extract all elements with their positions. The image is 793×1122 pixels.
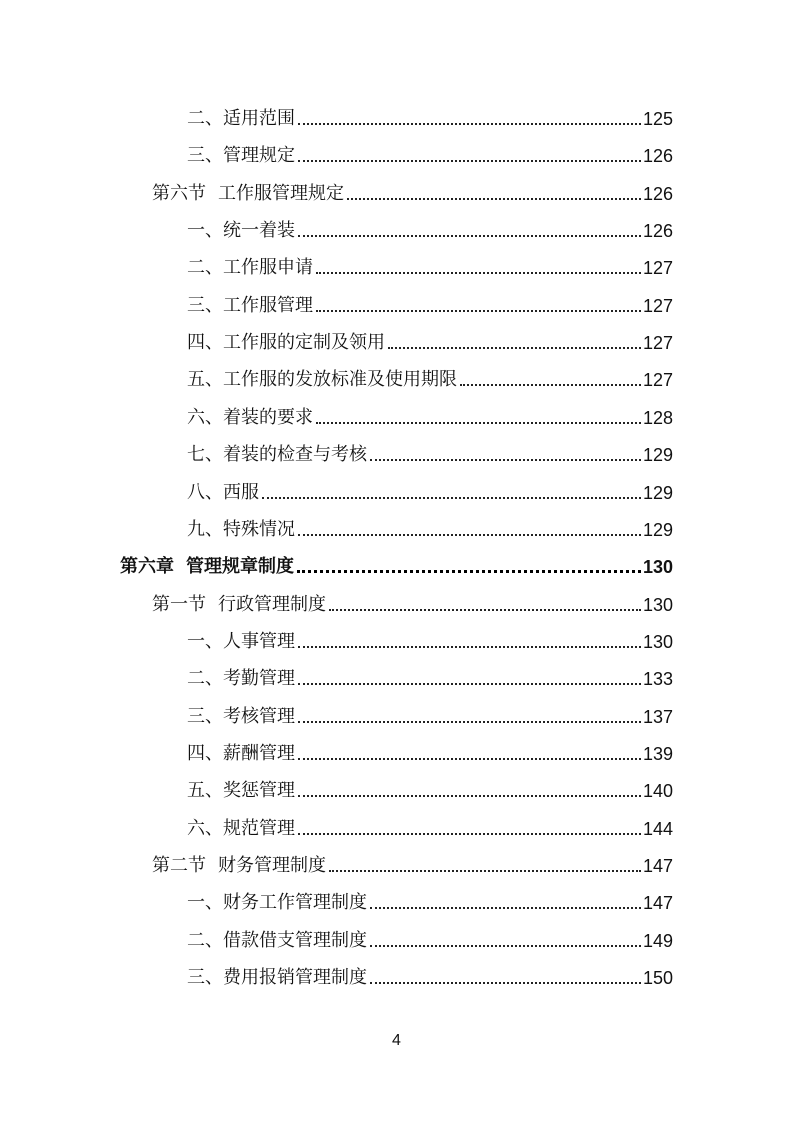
toc-entry-item[interactable] [187,100,673,130]
toc-entry-item[interactable] [187,137,673,167]
toc-entry-text: 工作服的发放标准及使用期限 [223,369,457,391]
toc-entry-text: 财务工作管理制度 [223,892,367,914]
toc-entry-page: 126 [642,146,673,167]
toc-entry-item[interactable] [187,884,673,914]
toc-entry-prefix: 第六节 [152,182,206,204]
dot-leader [298,721,641,723]
toc-entry-title [187,967,370,989]
toc-entry-section[interactable] [152,847,673,877]
toc-entry-page: 149 [642,930,673,951]
toc-entry-title [187,743,298,765]
toc-entry-page: 147 [642,893,673,914]
toc-entry-item[interactable] [187,735,673,765]
toc-entry-text: 考勤管理 [223,668,295,690]
dot-leader [262,497,641,499]
toc-entry-prefix: 三、 [187,145,223,167]
toc-entry-text: 工作服的定制及领用 [223,332,385,354]
toc-entry-title [187,706,298,728]
toc-entry-text: 适用范围 [223,108,295,129]
dot-leader [298,795,641,797]
toc-entry-page: 129 [642,445,673,466]
toc-entry-title [120,556,297,578]
toc-entry-item[interactable] [187,623,673,653]
toc-entry-prefix: 二、 [187,257,223,279]
toc-entry-text: 财务管理制度 [218,855,326,876]
toc-entry-item[interactable] [187,772,673,802]
toc-entry-prefix: 第一节 [152,593,206,615]
toc-entry-title [187,519,298,541]
toc-entry-prefix: 二、 [187,668,223,690]
toc-entry-title [187,631,298,653]
toc-entry-title [187,818,298,840]
dot-leader [298,123,641,125]
toc-entry-prefix: 一、 [187,892,223,914]
dot-leader [329,870,641,872]
toc-entry-section[interactable] [152,586,673,616]
toc-entry-page: 128 [642,407,673,428]
toc-entry-title [187,145,298,167]
toc-entry-prefix: 六、 [187,406,223,428]
toc-entry-text: 人事管理 [223,630,295,652]
toc-entry-prefix: 二、 [187,108,223,129]
toc-entry-title [187,108,298,130]
toc-entry-title [187,295,316,317]
toc-entry-page: 127 [642,333,673,354]
dot-leader [329,609,641,611]
dot-leader [298,833,641,835]
toc-entry-page: 130 [642,594,673,615]
toc-entry-text: 行政管理制度 [218,593,326,615]
toc-entry-prefix: 二、 [187,929,223,951]
toc-entry-item[interactable] [187,287,673,317]
toc-entry-text: 管理规章制度 [186,556,294,578]
toc-entry-page: 126 [642,221,673,242]
toc-entry-item[interactable] [187,249,673,279]
dot-leader [370,945,641,947]
dot-leader [460,384,641,386]
toc-entry-prefix: 四、 [187,332,223,354]
page-number: 4 [392,1032,401,1049]
toc-entry-prefix: 五、 [187,369,223,391]
toc-entry-prefix: 八、 [187,481,223,503]
dot-leader [370,459,641,461]
toc-entry-text: 借款借支管理制度 [223,929,367,951]
toc-entry-prefix: 第六章 [120,556,174,578]
toc-entry-text: 着装的检查与考核 [223,444,367,466]
toc-entry-text: 薪酬管理 [223,742,295,764]
toc-entry-page: 144 [642,818,673,839]
toc-entry-title [187,407,316,429]
toc-entry-text: 统一着装 [223,220,295,242]
toc-entry-page: 129 [642,519,673,540]
toc-entry-text: 规范管理 [223,817,295,839]
toc-entry-text: 奖惩管理 [223,780,295,802]
dot-leader [316,310,641,312]
dot-leader [298,235,641,237]
toc-entry-item[interactable] [187,474,673,504]
toc-entry-prefix: 七、 [187,444,223,466]
toc-entry-item[interactable] [187,660,673,690]
toc-entry-page: 147 [642,856,673,876]
dot-leader [298,160,641,162]
toc-entry-text: 工作服管理 [223,294,313,316]
toc-entry-prefix: 六、 [187,817,223,839]
toc-entry-title [152,594,329,616]
toc-entry-prefix: 五、 [187,780,223,802]
dot-leader [370,907,641,909]
toc-entry-prefix: 三、 [187,705,223,727]
toc-entry-title [187,220,298,242]
toc-entry-item[interactable] [187,922,673,952]
dot-leader [347,198,641,200]
toc-entry-text: 工作服管理规定 [218,182,344,204]
toc-entry-title [187,780,298,802]
toc-entry-page: 127 [642,370,673,391]
toc-entry-page: 127 [642,258,673,279]
toc-entry-title [187,930,370,952]
toc-entry-page: 130 [642,557,673,578]
dot-leader [316,272,641,274]
toc-entry-page: 126 [642,183,673,204]
toc-entry-item[interactable] [187,436,673,466]
dot-leader [316,422,641,424]
toc-entry-item[interactable] [187,698,673,728]
toc-entry-prefix: 四、 [187,742,223,764]
toc-entry-prefix: 一、 [187,630,223,652]
dot-leader [298,646,641,648]
toc-entry-item[interactable] [187,399,673,429]
toc-entry-title [187,257,316,279]
toc-entry-item[interactable] [187,511,673,541]
toc-entry-chapter[interactable] [120,548,673,578]
dot-leader [298,758,641,760]
toc-entry-item[interactable] [187,959,673,989]
toc-entry-title [187,369,460,391]
toc-entry-item[interactable] [187,212,673,242]
dot-leader [298,683,641,685]
toc-entry-page: 150 [642,968,673,989]
toc-entry-title [187,892,370,914]
toc-entry-title [187,444,370,466]
toc-entry-text: 着装的要求 [223,406,313,428]
toc-entry-text: 西服 [223,481,259,503]
toc-entry-page: 130 [642,631,673,652]
toc-entry-title [152,183,347,205]
toc-entry-page: 127 [642,295,673,316]
toc-entry-title [152,855,329,877]
toc-entry-prefix: 九、 [187,518,223,540]
toc-entry-section[interactable] [152,175,673,205]
toc-entry-text: 费用报销管理制度 [223,967,367,989]
toc-entry-prefix: 第二节 [152,855,206,876]
toc-entry-item[interactable] [187,810,673,840]
toc-entry-item[interactable] [187,361,673,391]
toc-entry-text: 管理规定 [223,145,295,167]
toc-entry-page: 140 [642,781,673,802]
toc-entry-page: 137 [642,706,673,727]
toc-entry-text: 工作服申请 [223,257,313,279]
toc-entry-page: 125 [642,109,673,129]
toc-entry-text: 特殊情况 [223,518,295,540]
dot-leader [298,534,641,536]
toc-entry-title [187,668,298,690]
toc-entry-title [187,332,388,354]
dot-leader [297,570,641,573]
dot-leader [370,982,641,984]
toc-entry-page: 133 [642,669,673,690]
toc-entry-title [187,482,262,504]
toc-entry-item[interactable] [187,324,673,354]
toc-entry-prefix: 三、 [187,294,223,316]
toc-entry-text: 考核管理 [223,705,295,727]
toc-entry-page: 139 [642,743,673,764]
dot-leader [388,347,641,349]
toc-entry-prefix: 三、 [187,967,223,989]
toc-entry-prefix: 一、 [187,220,223,242]
toc-entry-page: 129 [642,482,673,503]
